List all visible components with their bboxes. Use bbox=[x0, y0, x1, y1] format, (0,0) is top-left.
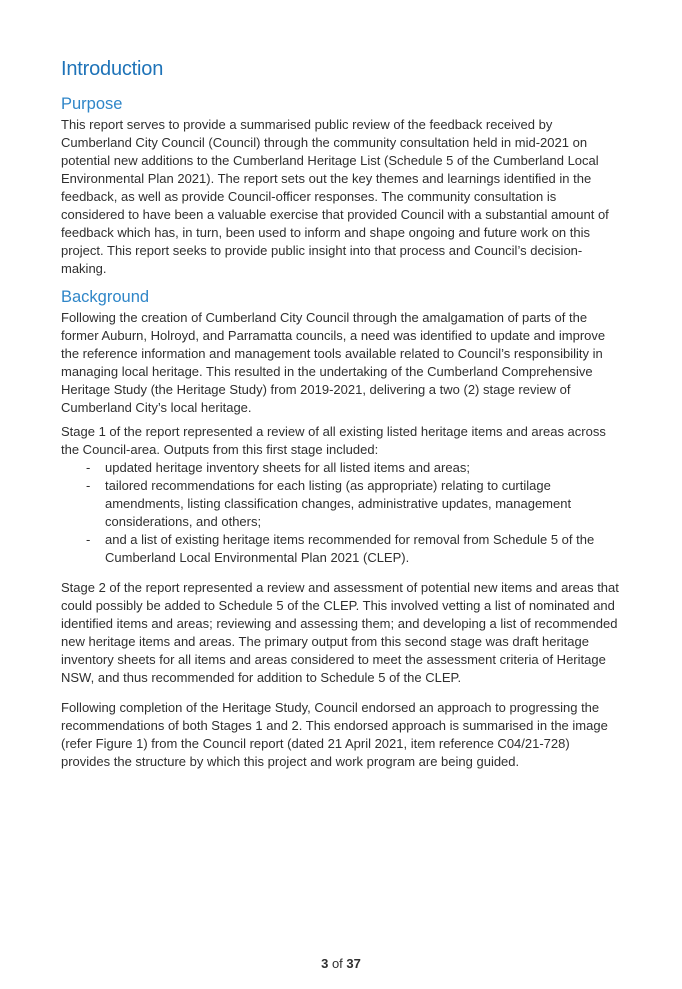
background-paragraph-4: Following completion of the Heritage Study, Council endorsed an approach to progressing the recommendations of both Stages 1 and 2. This endorsed approach is summarised in the image (refer Figure 1) from the Council report (dated 21 April 2021, item reference C04/21-728) provides the structure by which this project and work program are being guided. bbox=[61, 700, 608, 769]
list-item: - updated heritage inventory sheets for all listed items and areas; bbox=[105, 459, 622, 477]
purpose-paragraph: This report serves to provide a summarised public review of the feedback received by Cumberland City Council (Council) through the community consultation held in mid-2021 on potential new additions to the Cumberland Heritage List (Schedule 5 of the Cumberland Local Environmental Plan 2021). The report sets out the key themes and learnings identified in the feedback, as well as provide Council-officer responses. The community consultation is considered to have been a valuable exercise that provided Council with a substantial amount of feedback which has, in turn, been used to inform and shape ongoing and future work on this project. This report seeks to provide public insight into that process and Council’s decision-making. bbox=[61, 117, 609, 276]
background-heading: Background bbox=[61, 288, 150, 306]
total-pages-number: 37 bbox=[346, 956, 361, 971]
background-paragraph-1: Following the creation of Cumberland City Council through the amalgamation of parts of the former Auburn, Holroyd, and Parramatta councils, a need was identified to update and improve the reference information and management tools available related to Council’s responsibility in managing local heritage. This resulted in the undertaking of the Cumberland Comprehensive Heritage Study (the Heritage Study) from 2019-2021, delivering a two (2) stage review of Cumberland City’s local heritage. bbox=[61, 310, 606, 415]
current-page-number: 3 bbox=[321, 956, 329, 971]
background-paragraph-2: Stage 1 of the report represented a review of all existing listed heritage items and areas across the Council-area. Outputs from this first stage included: bbox=[61, 424, 606, 457]
page-number bbox=[0, 956, 682, 971]
list-item: - and a list of existing heritage items recommended for removal from Schedule 5 of the Cumberland Local Environmental Plan 2021 (CLEP). bbox=[105, 531, 622, 567]
purpose-heading: Purpose bbox=[61, 95, 123, 113]
background-paragraph-3: Stage 2 of the report represented a review and assessment of potential new items and areas that could possibly be added to Schedule 5 of the CLEP. This involved vetting a list of nominated and identified items and areas; reviewing and assessing them; and developing a list of recommended new heritage items and areas. The primary output from this second stage was draft heritage inventory sheets for all items and areas considered to meet the assessment criteria of Heritage NSW, and thus recommended for addition to Schedule 5 of the CLEP. bbox=[61, 580, 619, 685]
stage1-outputs-list bbox=[61, 459, 622, 567]
page-number-separator: of bbox=[331, 956, 343, 971]
list-item: - tailored recommendations for each listing (as appropriate) relating to curtilage amendments, listing classification changes, administrative updates, management considerations, and others; bbox=[105, 477, 622, 531]
page-title: Introduction bbox=[61, 58, 164, 80]
